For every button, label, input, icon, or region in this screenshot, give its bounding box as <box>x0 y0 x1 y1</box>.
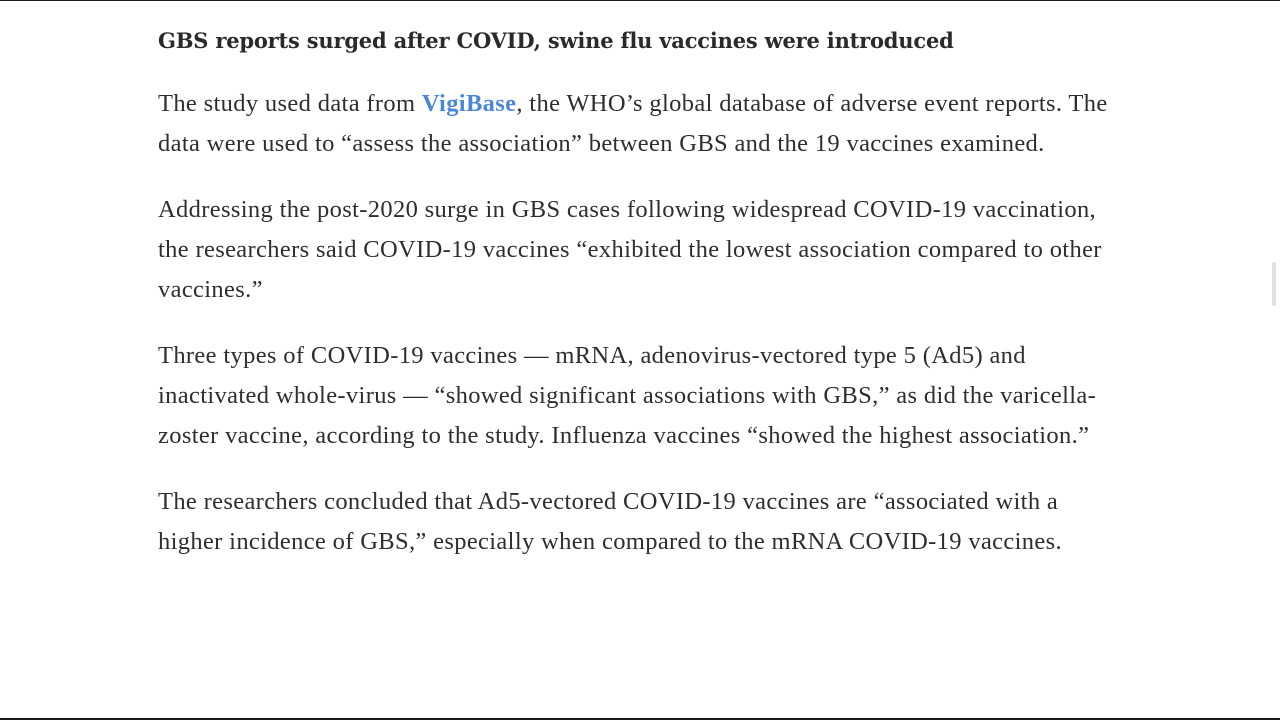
paragraph-vigibase <box>158 84 1118 164</box>
paragraph-vaccine-types: Three types of COVID-19 vaccines — mRNA, adenovirus-vectored type 5 (Ad5) and inactivated whole-virus — “showed significant associations with GBS,” as did the varicella-zoster vaccine, according to the study. Influenza vaccines “showed the highest association.” <box>158 342 1097 449</box>
paragraph-conclusion: The researchers concluded that Ad5-vectored COVID-19 vaccines are “associated with a higher incidence of GBS,” especially when compared to the mRNA COVID-19 vaccines. <box>158 488 1062 555</box>
paragraph-vigibase-text-after: , the WHO’s global database of adverse event reports. The data were used to “assess the association” between GBS and the 19 vaccines examined. <box>158 90 1108 157</box>
vigibase-link[interactable]: VigiBase <box>421 90 517 117</box>
paragraph-vigibase-text-before: The study used data from <box>158 90 422 117</box>
section-heading: GBS reports surged after COVID, swine flu vaccines were introduced <box>158 28 954 53</box>
article-body <box>158 22 1118 588</box>
paragraph-post-2020-surge: Addressing the post-2020 surge in GBS cases following widespread COVID-19 vaccination, the researchers said COVID-19 vaccines “exhibited the lowest association compared to other vaccines.” <box>158 196 1102 303</box>
scrollbar-thumb[interactable] <box>1272 262 1276 306</box>
top-edge-line <box>0 0 1280 1</box>
